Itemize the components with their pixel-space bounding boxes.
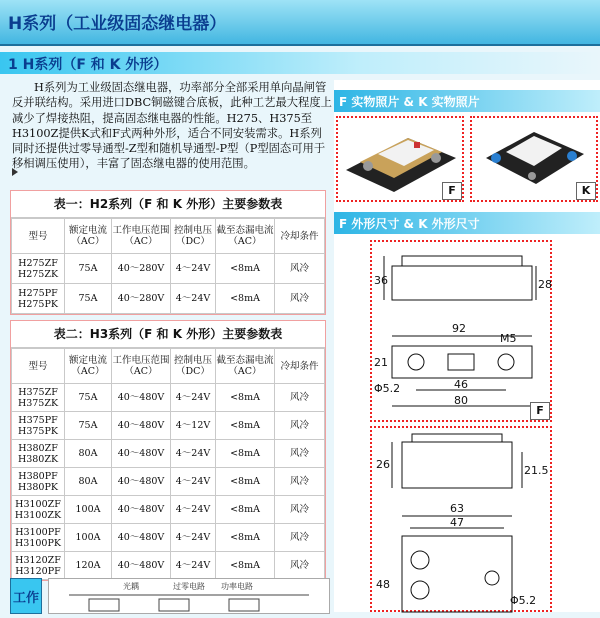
table-cell: 风冷	[275, 552, 325, 580]
col-header: 工作电压范围（AC）	[112, 219, 171, 254]
photos-title: F 实物照片 & K 实物照片	[339, 95, 480, 109]
table-cell: 40～280V	[112, 284, 171, 314]
tag-k: K	[576, 182, 596, 200]
table-cell: 4～24V	[171, 552, 216, 580]
table-cell: H375ZF H375ZK	[12, 384, 65, 412]
drawing-f-svg	[372, 242, 550, 420]
circuit-label-optocoupler: 光耦	[123, 582, 139, 591]
table-cell: 4～24V	[171, 524, 216, 552]
col-header: 工作电压范围（AC）	[112, 349, 171, 384]
dim-f-2: 92	[452, 322, 466, 335]
table-cell: <8mA	[216, 524, 275, 552]
circuit-label-power: 功率电路	[221, 582, 253, 591]
tag-f: F	[442, 182, 462, 200]
col-header: 型号	[12, 219, 65, 254]
table-cell: 40～480V	[112, 496, 171, 524]
tag-f-drawing: F	[530, 402, 550, 420]
table-cell: 4～12V	[171, 412, 216, 440]
table-cell: <8mA	[216, 412, 275, 440]
dim-f-4: M5	[500, 332, 517, 345]
header-bar	[0, 0, 600, 46]
col-header: 冷却条件	[275, 219, 325, 254]
table-row	[12, 496, 325, 524]
table-cell: 75A	[65, 384, 112, 412]
table-cell: 4～24V	[171, 468, 216, 496]
table-row	[12, 384, 325, 412]
dim-k-2: 63	[450, 502, 464, 515]
intro-paragraph: H系列为工业级固态继电器，功率部分全部采用单向晶闸管反并联结构。采用进口DBC铜磁键合底板，此种工艺最大程度上减少了焊接热阻，提高固态继电器的性能。H275、H375至H3100Z提供K式和F式两种外形，适合不同安装需求。H系列同时还提供过零导通型-Z型和随机导通型-P型（P型固态可用于移相调压使用），丰富了固态继电器的使用范围。	[12, 81, 332, 171]
table-cell: 40～280V	[112, 254, 171, 284]
drawing-k-svg	[372, 428, 550, 614]
table-cell: 75A	[65, 412, 112, 440]
table-h3-caption: 表二：H3系列（F 和 K 外形）主要参数表	[11, 321, 325, 348]
photos-header	[334, 90, 600, 112]
table-row	[12, 284, 325, 314]
dim-f-1: 28	[538, 278, 552, 291]
table-cell: 4～24V	[171, 496, 216, 524]
dim-k-0: 26	[376, 458, 390, 471]
section-title: 1 H系列（F 和 K 外形）	[8, 57, 168, 73]
table-cell: H275PF H275PK	[12, 284, 65, 314]
table-cell: <8mA	[216, 468, 275, 496]
table-cell: H380PF H380PK	[12, 468, 65, 496]
col-header: 控制电压（DC）	[171, 349, 216, 384]
col-header: 额定电流（AC）	[65, 349, 112, 384]
col-header: 截至态漏电流（AC）	[216, 219, 275, 254]
table-cell: <8mA	[216, 254, 275, 284]
table-cell: <8mA	[216, 496, 275, 524]
dim-f-0: 36	[374, 274, 388, 287]
table-cell: <8mA	[216, 284, 275, 314]
table-h2-grid	[11, 218, 325, 314]
dim-k-5: Φ5.2	[510, 594, 537, 607]
working-label: 工作	[12, 591, 39, 606]
table-h3	[10, 320, 326, 581]
table-cell: 40～480V	[112, 552, 171, 580]
circuit-diagram	[48, 578, 330, 614]
table-row	[12, 468, 325, 496]
table-cell: 风冷	[275, 524, 325, 552]
table-cell: 风冷	[275, 440, 325, 468]
table-cell: 75A	[65, 284, 112, 314]
table-cell: H3100ZF H3100ZK	[12, 496, 65, 524]
dim-f-7: Φ5.2	[374, 382, 401, 395]
dim-k-3: 47	[450, 516, 464, 529]
table-cell: 75A	[65, 254, 112, 284]
table-row	[12, 254, 325, 284]
dim-f-6: 80	[454, 394, 468, 407]
table-cell: <8mA	[216, 384, 275, 412]
photo-f	[336, 116, 464, 202]
table-cell: <8mA	[216, 552, 275, 580]
table-cell: H380ZF H380ZK	[12, 440, 65, 468]
circuit-lines	[49, 579, 329, 613]
dimensions-header	[334, 212, 600, 234]
col-header: 型号	[12, 349, 65, 384]
dimensions-title: F 外形尺寸 & K 外形尺寸	[339, 217, 480, 231]
table-cell: 风冷	[275, 468, 325, 496]
table-row	[12, 440, 325, 468]
dim-k-1: 21.5	[524, 464, 549, 477]
dim-k-4: 48	[376, 578, 390, 591]
table-row	[12, 552, 325, 580]
table-cell: 120A	[65, 552, 112, 580]
table-h2	[10, 190, 326, 315]
table-cell: 100A	[65, 496, 112, 524]
section-band	[0, 52, 600, 74]
table-cell: 风冷	[275, 254, 325, 284]
table-cell: 风冷	[275, 384, 325, 412]
table-row	[12, 524, 325, 552]
table-cell: 80A	[65, 440, 112, 468]
table-row	[12, 412, 325, 440]
drawing-f	[370, 240, 552, 422]
table-cell: 100A	[65, 524, 112, 552]
table-cell: 风冷	[275, 412, 325, 440]
table-cell: <8mA	[216, 440, 275, 468]
table-cell: 风冷	[275, 284, 325, 314]
dim-f-3: 21	[374, 356, 388, 369]
col-header: 额定电流（AC）	[65, 219, 112, 254]
table-cell: 40～480V	[112, 384, 171, 412]
table-cell: H3120ZF H3120PF	[12, 552, 65, 580]
table-cell: 4～24V	[171, 254, 216, 284]
table-cell: H275ZF H275ZK	[12, 254, 65, 284]
table-cell: 80A	[65, 468, 112, 496]
col-header: 控制电压（DC）	[171, 219, 216, 254]
table-cell: H375PF H375PK	[12, 412, 65, 440]
circuit-label-zero-cross: 过零电路	[173, 582, 205, 591]
table-cell: 4～24V	[171, 440, 216, 468]
photo-k	[470, 116, 598, 202]
table-cell: 40～480V	[112, 524, 171, 552]
working-section-label	[10, 578, 42, 614]
arrow-icon	[12, 168, 18, 176]
col-header: 截至态漏电流（AC）	[216, 349, 275, 384]
table-cell: 40～480V	[112, 412, 171, 440]
page-title: H系列（工业级固态继电器）	[8, 14, 227, 34]
table-cell: 40～480V	[112, 468, 171, 496]
table-h2-caption: 表一：H2系列（F 和 K 外形）主要参数表	[11, 191, 325, 218]
table-h3-grid	[11, 348, 325, 580]
table-cell: 4～24V	[171, 384, 216, 412]
col-header: 冷却条件	[275, 349, 325, 384]
table-cell: 40～480V	[112, 440, 171, 468]
table-cell: 4～24V	[171, 284, 216, 314]
drawing-k	[370, 426, 552, 612]
table-cell: H3100PF H3100PK	[12, 524, 65, 552]
table-cell: 风冷	[275, 496, 325, 524]
dim-f-5: 46	[454, 378, 468, 391]
